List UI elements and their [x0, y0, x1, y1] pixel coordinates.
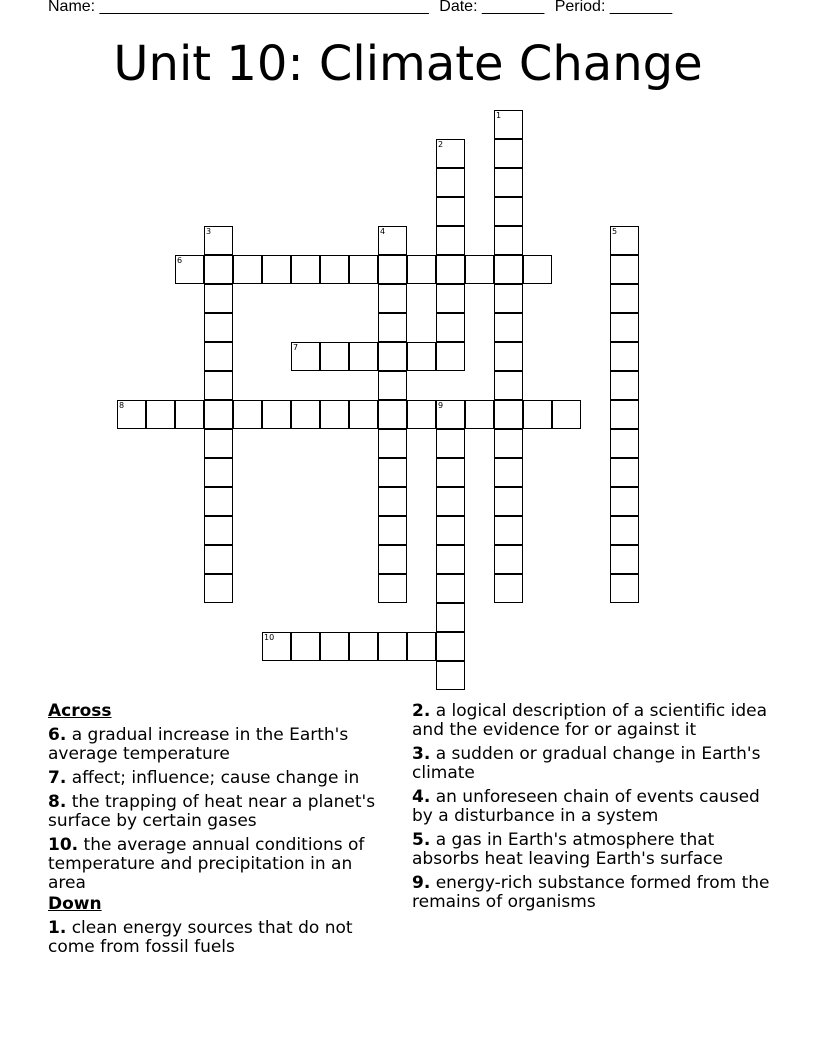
crossword-cell[interactable]: [262, 255, 291, 284]
crossword-cell[interactable]: [436, 139, 465, 168]
down-heading: Down: [48, 894, 102, 914]
crossword-cell[interactable]: [349, 255, 378, 284]
clue-down-1: [48, 919, 388, 957]
crossword-cell[interactable]: [494, 197, 523, 226]
crossword-cell[interactable]: [378, 632, 407, 661]
crossword-cell[interactable]: [610, 458, 639, 487]
crossword-cell[interactable]: [610, 516, 639, 545]
crossword-cell[interactable]: [407, 400, 436, 429]
crossword-cell[interactable]: [494, 110, 523, 139]
crossword-cell[interactable]: [204, 284, 233, 313]
crossword-cell[interactable]: [204, 226, 233, 255]
crossword-cell[interactable]: [378, 545, 407, 574]
clue-number-label: 6: [177, 256, 183, 265]
crossword-cell[interactable]: [320, 632, 349, 661]
clue-text: affect; influence; cause change in: [71, 768, 360, 788]
clue-number: 2.: [412, 701, 431, 721]
crossword-cell[interactable]: [204, 342, 233, 371]
crossword-cell[interactable]: [349, 400, 378, 429]
crossword-cell[interactable]: [436, 226, 465, 255]
crossword-cell[interactable]: [436, 168, 465, 197]
crossword-cell[interactable]: [378, 226, 407, 255]
clue-number-label: 1: [496, 111, 502, 120]
clue-number: 8.: [48, 792, 67, 812]
clue-text: the average annual conditions of temperature and precipitation in an area: [48, 835, 365, 893]
crossword-cell[interactable]: [204, 574, 233, 603]
clue-number-label: 7: [293, 343, 299, 352]
clues-right-column: [412, 702, 772, 917]
clue-number-label: 3: [206, 227, 212, 236]
clue-across-10: [48, 836, 388, 893]
crossword-cell[interactable]: [291, 400, 320, 429]
crossword-cell[interactable]: [436, 458, 465, 487]
clue-text: the trapping of heat near a planet's surface by certain gases: [48, 792, 376, 831]
crossword-cell[interactable]: [204, 429, 233, 458]
crossword-cell[interactable]: [610, 226, 639, 255]
crossword-cell[interactable]: [610, 429, 639, 458]
crossword-cell[interactable]: [378, 313, 407, 342]
crossword-cell[interactable]: [204, 313, 233, 342]
crossword-cell[interactable]: [378, 342, 407, 371]
crossword-cell[interactable]: [175, 255, 204, 284]
crossword-cell[interactable]: [378, 458, 407, 487]
clue-text: an unforeseen chain of events caused by a disturbance in a system: [412, 787, 760, 826]
crossword-cell[interactable]: [378, 487, 407, 516]
clue-across-7: [48, 769, 388, 788]
crossword-cell[interactable]: [117, 400, 146, 429]
clue-number-label: 4: [380, 227, 386, 236]
crossword-cell[interactable]: [610, 574, 639, 603]
clue-number-label: 5: [612, 227, 618, 236]
clues-left-column: [48, 702, 388, 962]
crossword-cell[interactable]: [552, 400, 581, 429]
crossword-cell[interactable]: [378, 400, 407, 429]
crossword-cell[interactable]: [204, 545, 233, 574]
crossword-cell[interactable]: [494, 545, 523, 574]
crossword-cell[interactable]: [204, 400, 233, 429]
crossword-cell[interactable]: [494, 574, 523, 603]
clue-down-4: [412, 788, 772, 826]
crossword-cell[interactable]: [494, 458, 523, 487]
clue-across-8: [48, 793, 388, 831]
crossword-cell[interactable]: [494, 371, 523, 400]
crossword-cell[interactable]: [610, 255, 639, 284]
crossword-cell[interactable]: [494, 255, 523, 284]
crossword-cell[interactable]: [407, 632, 436, 661]
period-field[interactable]: Period: _______: [554, 0, 673, 15]
crossword-cell[interactable]: [204, 371, 233, 400]
crossword-cell[interactable]: [436, 284, 465, 313]
crossword-cell[interactable]: [320, 400, 349, 429]
clue-text: clean energy sources that do not come from fossil fuels: [48, 918, 353, 957]
clue-text: a gradual increase in the Earth's average temperature: [48, 725, 349, 764]
clue-down-2: [412, 702, 772, 740]
crossword-cell[interactable]: [204, 255, 233, 284]
crossword-cell[interactable]: [465, 255, 494, 284]
crossword-cell[interactable]: [436, 197, 465, 226]
clue-down-3: [412, 745, 772, 783]
crossword-cell[interactable]: [523, 255, 552, 284]
crossword-cell[interactable]: [610, 487, 639, 516]
crossword-cell[interactable]: [378, 516, 407, 545]
crossword-cell[interactable]: [407, 342, 436, 371]
clue-number: 9.: [412, 873, 431, 893]
crossword-cell[interactable]: [523, 400, 552, 429]
date-field[interactable]: Date: _______: [439, 0, 545, 15]
crossword-cell[interactable]: [494, 139, 523, 168]
crossword-cell[interactable]: [436, 429, 465, 458]
crossword-cell[interactable]: [436, 255, 465, 284]
page-title: Unit 10: Climate Change: [113, 36, 703, 92]
crossword-cell[interactable]: [320, 342, 349, 371]
clue-text: a sudden or gradual change in Earth's climate: [412, 744, 761, 783]
crossword-cell[interactable]: [436, 632, 465, 661]
crossword-cell[interactable]: [610, 545, 639, 574]
clue-number: 7.: [48, 768, 67, 788]
clue-down-5: [412, 831, 772, 869]
crossword-cell[interactable]: [610, 342, 639, 371]
crossword-cell[interactable]: [494, 342, 523, 371]
clue-number: 6.: [48, 725, 67, 745]
clue-text: a gas in Earth's atmosphere that absorbs heat leaving Earth's surface: [412, 830, 723, 869]
clue-text: a logical description of a scientific idea and the evidence for or against it: [412, 701, 767, 740]
crossword-cell[interactable]: [436, 574, 465, 603]
crossword-cell[interactable]: [494, 226, 523, 255]
crossword-cell[interactable]: [349, 632, 378, 661]
clue-number-label: 10: [264, 633, 275, 642]
crossword-cell[interactable]: [378, 574, 407, 603]
crossword-cell[interactable]: [436, 313, 465, 342]
crossword-cell[interactable]: [494, 313, 523, 342]
crossword-cell[interactable]: [378, 255, 407, 284]
crossword-cell[interactable]: [407, 255, 436, 284]
crossword-cell[interactable]: [146, 400, 175, 429]
crossword-cell[interactable]: [204, 516, 233, 545]
crossword-cell[interactable]: [233, 255, 262, 284]
crossword-cell[interactable]: [610, 313, 639, 342]
clue-number-label: 2: [438, 140, 444, 149]
clue-number: 3.: [412, 744, 431, 764]
crossword-cell[interactable]: [378, 371, 407, 400]
crossword-cell[interactable]: [291, 255, 320, 284]
clue-number: 10.: [48, 835, 79, 855]
clue-text: energy-rich substance formed from the remains of organisms: [412, 873, 770, 912]
crossword-cell[interactable]: [610, 284, 639, 313]
crossword-cell[interactable]: [262, 400, 291, 429]
crossword-cell[interactable]: [494, 516, 523, 545]
crossword-cell[interactable]: [262, 632, 291, 661]
crossword-cell[interactable]: [494, 429, 523, 458]
crossword-cell[interactable]: [320, 255, 349, 284]
clue-number: 5.: [412, 830, 431, 850]
clue-number-label: 8: [119, 401, 125, 410]
crossword-cell[interactable]: [378, 429, 407, 458]
clue-down-9: [412, 874, 772, 912]
crossword-cell[interactable]: [204, 458, 233, 487]
clue-number: 4.: [412, 787, 431, 807]
crossword-cell[interactable]: [436, 603, 465, 632]
crossword-cell[interactable]: [175, 400, 204, 429]
clue-number: 1.: [48, 918, 67, 938]
crossword-cell[interactable]: [349, 342, 378, 371]
crossword-cell[interactable]: [436, 516, 465, 545]
crossword-cell[interactable]: [436, 545, 465, 574]
crossword-cell[interactable]: [436, 342, 465, 371]
clue-across-6: [48, 726, 388, 764]
crossword-cell[interactable]: [233, 400, 262, 429]
crossword-cell[interactable]: [465, 400, 494, 429]
crossword-cell[interactable]: [610, 400, 639, 429]
crossword-cell[interactable]: [378, 284, 407, 313]
across-heading: Across: [48, 701, 112, 721]
crossword-cell[interactable]: [436, 400, 465, 429]
crossword-cell[interactable]: [494, 400, 523, 429]
crossword-cell[interactable]: [494, 487, 523, 516]
crossword-cell[interactable]: [291, 342, 320, 371]
crossword-cell[interactable]: [436, 487, 465, 516]
crossword-cell[interactable]: [494, 168, 523, 197]
clue-number-label: 9: [438, 401, 444, 410]
name-field[interactable]: Name: _____________________________________: [48, 0, 429, 15]
crossword-cell[interactable]: [204, 487, 233, 516]
crossword-cell[interactable]: [494, 284, 523, 313]
crossword-cell[interactable]: [610, 371, 639, 400]
crossword-cell[interactable]: [436, 661, 465, 690]
crossword-cell[interactable]: [291, 632, 320, 661]
